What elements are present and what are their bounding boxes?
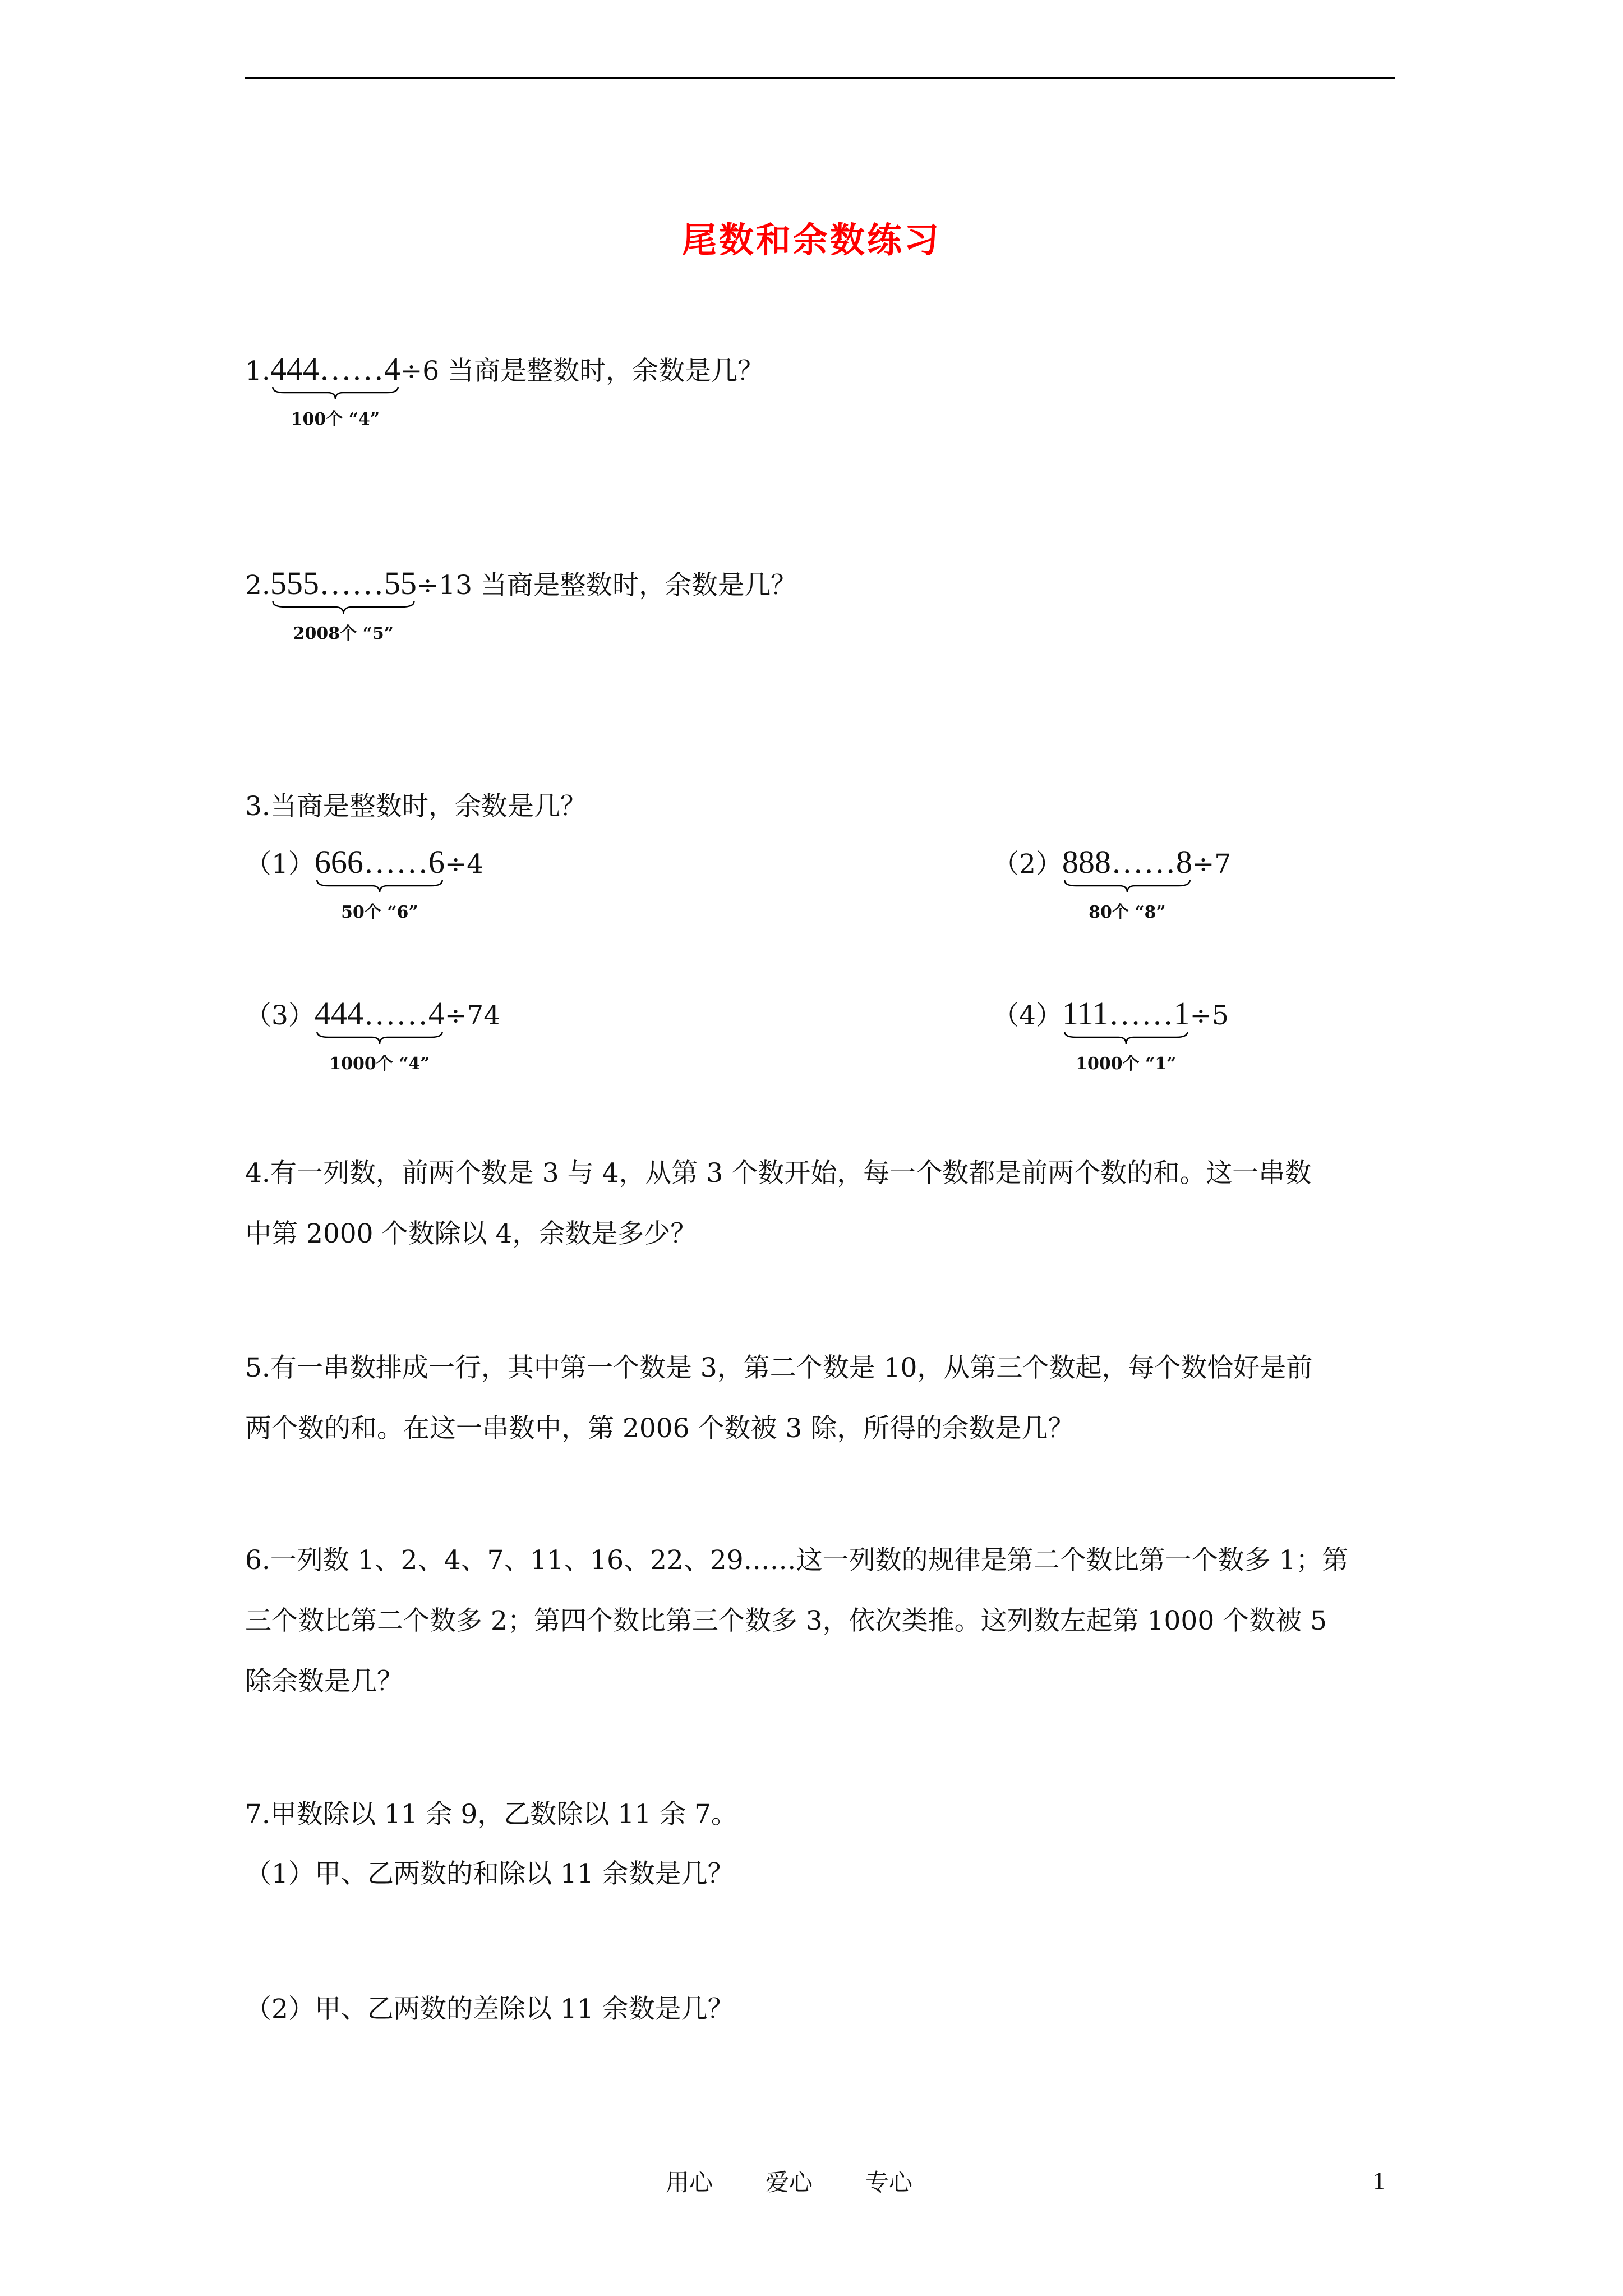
question-5	[245, 1338, 1395, 1459]
question-7-sub-2: （2）甲、乙两数的差除以 11 余数是几？	[245, 1994, 734, 2024]
footer-text-1: 用心	[666, 2169, 713, 2196]
page-number: 1	[1373, 2167, 1385, 2194]
question-3-item-1	[245, 844, 484, 922]
item-label: （3）	[245, 1000, 315, 1031]
question-4	[245, 1143, 1395, 1264]
question-5-line: 5.有一串数排成一行，其中第一个数是 3，第二个数是 10，从第三个数起，每个数恰好是前	[245, 1352, 1313, 1383]
question-5-line: 两个数的和。在这一串数中，第 2006 个数被 3 除，所得的余数是几？	[245, 1413, 1075, 1444]
item-brace-label: 1000个 “1”	[1076, 1054, 1177, 1074]
question-1-expression	[270, 351, 400, 429]
item-label: （1）	[245, 849, 315, 880]
underbrace-icon	[1063, 879, 1191, 894]
question-1	[245, 351, 764, 429]
question-1-number: 1.	[245, 356, 270, 386]
question-2-brace-label: 2008个 “5”	[293, 624, 394, 643]
question-3-item-3	[245, 995, 501, 1074]
item-label: （2）	[993, 849, 1062, 880]
item-brace-label: 80个 “8”	[1089, 903, 1166, 922]
item-digits: 111……1	[1062, 995, 1190, 1032]
underbrace-icon	[1063, 1030, 1189, 1045]
item-label: （4）	[993, 1000, 1062, 1031]
question-1-digits: 444……4	[270, 351, 400, 387]
question-2	[245, 565, 797, 643]
item-digits: 444……4	[314, 995, 445, 1032]
item-brace-label: 1000个 “4”	[329, 1054, 430, 1074]
item-digits: 888……8	[1062, 844, 1192, 880]
question-7-heading: 7.甲数除以 11 余 9，乙数除以 11 余 7。	[245, 1799, 737, 1830]
header-rule	[245, 77, 1395, 79]
item-divisor: ÷5	[1189, 1000, 1229, 1031]
item-expression	[314, 844, 445, 922]
footer-text-3: 专心	[865, 2169, 913, 2196]
question-3-heading: 3.当商是整数时，余数是几？	[245, 791, 587, 822]
question-6	[245, 1530, 1395, 1712]
question-1-text: ÷6 当商是整数时，余数是几？	[400, 356, 764, 386]
item-divisor: ÷7	[1192, 849, 1232, 880]
question-1-brace-label: 100个 “4”	[291, 409, 380, 429]
question-7-sub-1: （1）甲、乙两数的和除以 11 余数是几？	[245, 1858, 734, 1889]
item-expression	[1062, 995, 1190, 1074]
footer-text-2: 爱心	[766, 2169, 813, 2196]
item-digits: 666……6	[314, 844, 445, 880]
question-2-expression	[270, 565, 417, 643]
question-2-number: 2.	[245, 570, 270, 601]
question-6-line: 三个数比第二个数多 2；第四个数比第三个数多 3，依次类推。这列数左起第 1000 个数被 5	[245, 1605, 1327, 1636]
item-expression	[314, 995, 445, 1074]
item-brace-label: 50个 “6”	[341, 903, 418, 922]
question-6-line: 除余数是几？	[245, 1666, 403, 1697]
underbrace-icon	[316, 879, 444, 894]
question-2-digits: 555……55	[270, 565, 417, 601]
item-divisor: ÷74	[444, 1000, 501, 1031]
question-3-item-2	[993, 844, 1232, 922]
item-expression	[1062, 844, 1192, 922]
underbrace-icon	[316, 1030, 444, 1045]
question-2-text: ÷13 当商是整数时，余数是几？	[416, 570, 797, 601]
question-4-line: 4.有一列数，前两个数是 3 与 4，从第 3 个数开始，每一个数都是前两个数的和。这一串数	[245, 1158, 1312, 1189]
underbrace-icon	[271, 386, 399, 401]
page-title: 尾数和余数练习	[681, 219, 941, 260]
question-4-line: 中第 2000 个数除以 4，余数是多少？	[245, 1218, 697, 1249]
question-3-item-4	[993, 995, 1229, 1074]
underbrace-icon	[271, 600, 416, 615]
question-6-line: 6.一列数 1、2、4、7、11、16、22、29……这一列数的规律是第二个数比第一个数多 1；第	[245, 1545, 1349, 1576]
item-divisor: ÷4	[444, 849, 484, 880]
